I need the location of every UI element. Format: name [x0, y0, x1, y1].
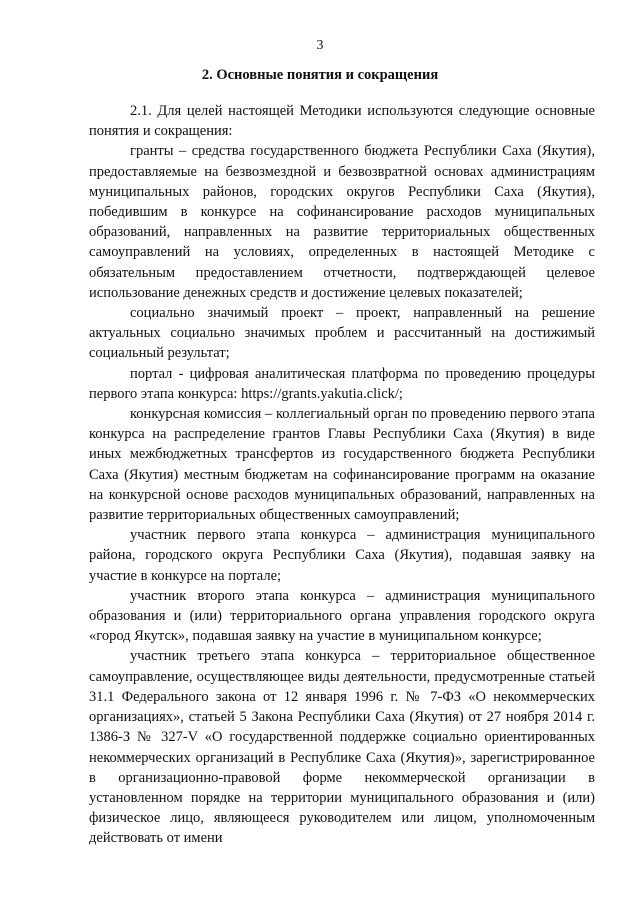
paragraph-grants: гранты – средства государственного бюджета Республики Саха (Якутия), предоставляемые на безвозмездной и безвозвратной основах администрациям муниципальных районов, городских округов Республики Саха (Якутия), победившим в конкурсе на софинансирование расходов муниципальных образований, направленных на развитие территориальных общественных самоуправлений на условиях, определенных в настоящей Методике с обязательным предоставлением отчетности, подтверждающей целевое использование денежных средств и достижение целевых показателей; — [89, 143, 595, 301]
paragraph-social-project: социально значимый проект – проект, направленный на решение актуальных социально значимых проблем и рассчитанный на достижимый социальный результат; — [89, 305, 595, 362]
paragraph-intro: 2.1. Для целей настоящей Методики используются следующие основные понятия и сокращения: — [89, 103, 595, 140]
paragraph-commission: конкурсная комиссия – коллегиальный орган по проведению первого этапа конкурса на распределение грантов Главы Республики Саха (Якутия) в виде иных межбюджетных трансфертов из государственного бюджета Республики Саха (Якутия) местным бюджетам на софинансирование программ на оказание на конкурсной основе расходов муниципальных образований, направленных на развитие территориальных общественных самоуправлений; — [89, 406, 595, 524]
paragraph-second-stage: участник второго этапа конкурса – администрация муниципального образования и (или) территориального органа управления городского округа «город Якутск», подавшая заявку на участие в муниципальном конкурсе; — [89, 587, 595, 645]
page-number: 3 — [316, 38, 324, 53]
paragraph-first-stage: участник первого этапа конкурса – администрация муниципального района, городского округа Республики Саха (Якутия), подавшая заявку на участие в конкурсе на портале; — [89, 527, 595, 584]
section-title: 2. Основные понятия и сокращения — [201, 67, 439, 83]
document-body — [89, 101, 595, 849]
paragraph-portal: портал - цифровая аналитическая платформа по проведению процедуры первого этапа конкурса: https://grants.yakutia.click/; — [89, 365, 595, 402]
paragraph-third-stage: участник третьего этапа конкурса – территориальное общественное самоуправление, осуществляющее виды деятельности, предусмотренные статьей 31.1 Федерального закона от 12 января 1996 г. № 7-ФЗ «О некоммерческих организациях», статьей 5 Закона Республики Саха (Якутия) от 27 ноября 2014 г. 1386-З № 327-V «О государственной поддержке социально ориентированных некоммерческих организаций в Республике Саха (Якутия)», зарегистрированное в организационно-правовой форме некоммерческой организации в установленном порядке на территории муниципального образования и (или) физическое лицо, являющееся руководителем или лицом, уполномоченным действовать от имени — [89, 648, 595, 847]
